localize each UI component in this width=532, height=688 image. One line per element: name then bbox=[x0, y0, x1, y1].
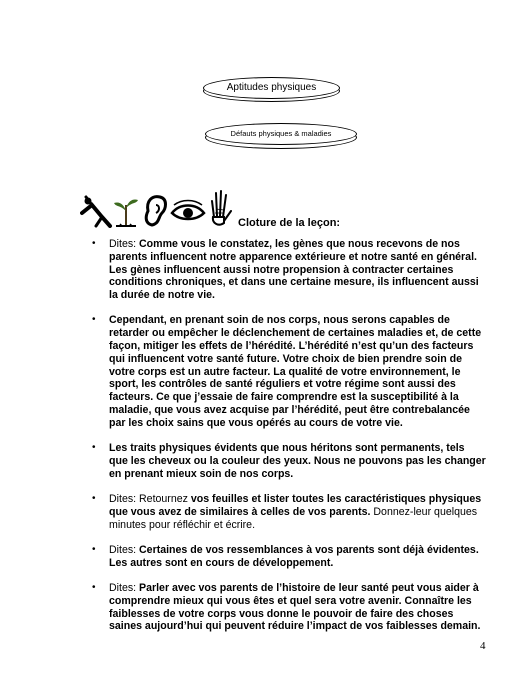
bullet-bold-text: Cependant, en prenant soin de nos corps, nous serons capables de retarder ou empêcher le déclenchement de certaines maladies et, de cette façon, mitiger les effets de l’hérédité. L’hérédité n’est qu’un des facteurs qui influencent votre santé future. Votre choix de bien prendre soin de votre corps est un autre facteur. La qualité de votre environnement, le sport, les contrôles de santé réguliers et votre régime sont aussi des facteurs. Ce que j’essaie de faire comprendre est la susceptibilité à la maladie, que vous avez acquise par l’hérédité, peut être contrebalancée par les choix sains que vous opérés au cours de votre vie. bbox=[109, 314, 482, 429]
list-item bbox=[76, 314, 486, 429]
bullet-dot: • bbox=[92, 442, 96, 454]
page-number: 4 bbox=[480, 640, 486, 652]
bullet-lead-text: Dites: bbox=[109, 582, 140, 595]
pill-primary-label: Aptitudes physiques bbox=[226, 82, 317, 93]
bullet-dot: • bbox=[92, 238, 96, 249]
bullet-tail-text: Donnez-leur quelques minutes pour réfléchir et écrire. bbox=[109, 505, 478, 531]
list-item bbox=[76, 544, 486, 570]
bullet-bold-text: Certaines de vos ressemblances à vos parents sont déjà évidentes. Les autres sont en cours de développement. bbox=[109, 543, 479, 569]
list-item bbox=[76, 442, 486, 480]
list-item bbox=[76, 493, 486, 531]
list-item bbox=[76, 582, 486, 633]
bullet-dot: • bbox=[92, 543, 96, 555]
eye-icon bbox=[172, 201, 204, 220]
bullet-bold-text: vos feuilles et lister toutes les caractéristiques physiques que vous avez de similaires à celles de vos parents. bbox=[109, 493, 482, 518]
ear-icon bbox=[146, 197, 165, 225]
closing-bullet-list bbox=[76, 238, 486, 646]
senses-icon-strip bbox=[80, 183, 232, 228]
pill-aptitudes-physiques bbox=[203, 77, 340, 99]
stretching-person-icon bbox=[82, 197, 110, 226]
bullet-dot: • bbox=[92, 314, 96, 326]
pill-secondary-label: Défauts physiques & maladies bbox=[230, 129, 332, 138]
section-title: Cloture de la leçon: bbox=[238, 217, 341, 229]
list-item bbox=[76, 238, 486, 302]
pill-defauts-physiques bbox=[205, 123, 357, 145]
bullet-lead-text: Dites: bbox=[109, 238, 140, 250]
bullet-bold-text: Les traits physiques évidents que nous héritons sont permanents, tels que les cheveux ou la couleur des yeux. Nous ne pouvons pas les changer en prenant mieux soin de nos corps. bbox=[109, 442, 486, 480]
bullet-lead-text: Dites: Retournez bbox=[109, 493, 191, 506]
bullet-dot: • bbox=[92, 582, 96, 594]
bullet-lead-text: Dites: bbox=[109, 543, 140, 556]
bullet-bold-text: Comme vous le constatez, les gènes que nous recevons de nos parents influencent notre apparence extérieure et notre santé en général. Les gènes influencent aussi notre propension à contracter certaines conditions chroniques, et dans une certaine mesure, ils influencent aussi la durée de notre vie. bbox=[109, 238, 479, 302]
seedling-icon bbox=[114, 199, 138, 226]
bullet-bold-text: Parler avec vos parents de l’histoire de leur santé peut vous aider à comprendre mieux qui vous êtes et quel sera votre avenir. Connaître les faiblesses de votre corps vous donne le pouvoir de faire des choses saines aujourd’hui qui peuvent réduire l’impact de vos faiblesses demain. bbox=[109, 582, 481, 633]
hand-icon bbox=[212, 191, 231, 225]
bullet-dot: • bbox=[92, 493, 96, 505]
